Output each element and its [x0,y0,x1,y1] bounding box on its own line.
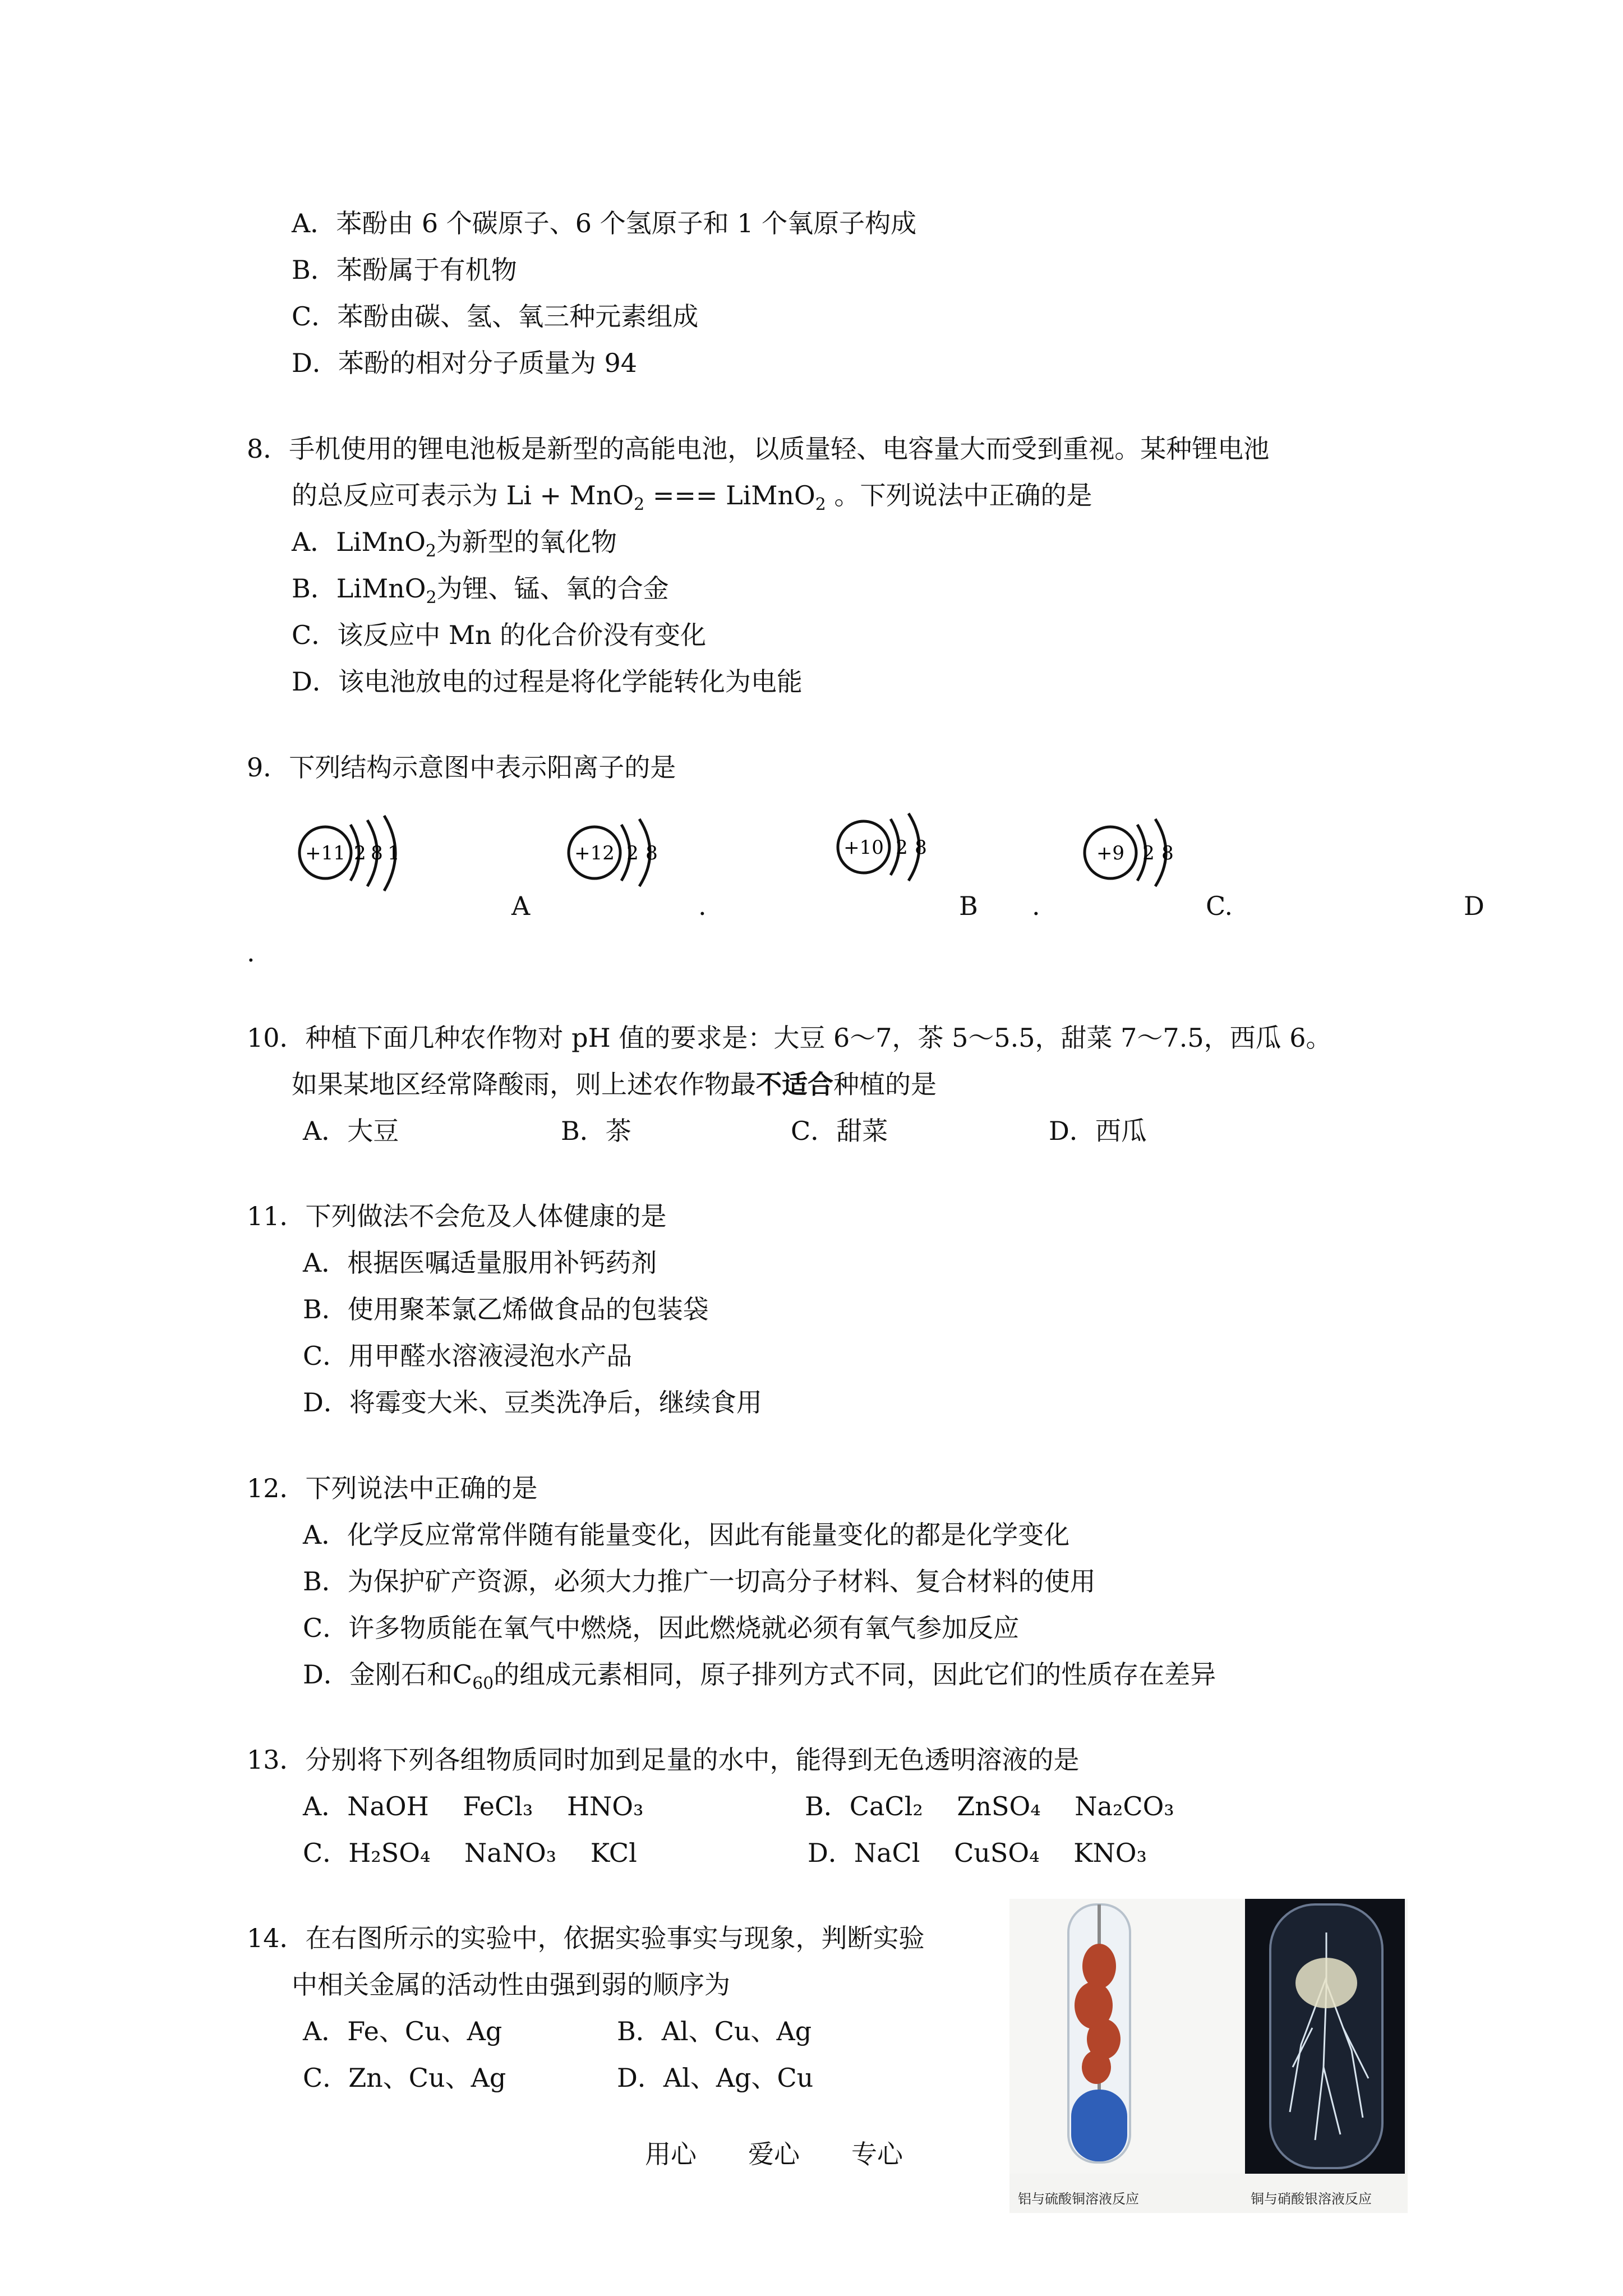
q13-option-b: B．CaCl₂ ZnSO₄ Na₂CO₃ [805,1791,1174,1821]
q13-option-d: D．NaCl CuSO₄ KNO₃ [808,1838,1147,1868]
q10-option-b: B．茶 [561,1116,631,1146]
q9-stem: 9．下列结构示意图中表示阳离子的是 [247,752,676,783]
q9-label-a: A [511,891,531,921]
q11-option-b: B．使用聚苯氯乙烯做食品的包装袋 [303,1294,709,1324]
svg-text:2: 2 [626,842,639,864]
q7-option-a: A．苯酚由 6 个碳原子、6 个氢原子和 1 个氧原子构成 [292,208,917,238]
q14-option-a: A．Fe、Cu、Ag [303,2016,502,2046]
q8-option-d: D．该电池放电的过程是将化学能转化为电能 [292,666,803,697]
atom-c-nucleus: +10 [843,836,884,859]
q14-option-d: D．Al、Ag、Cu [617,2063,814,2093]
atom-diagram-b [561,802,690,905]
q12-option-a: A．化学反应常常伴随有能量变化，因此有能量变化的都是化学变化 [303,1520,1070,1550]
q9-dot-3: . [247,937,255,968]
q7-option-c: C．苯酚由碳、氢、氧三种元素组成 [292,301,699,332]
svg-text:8: 8 [371,842,383,864]
q10-stem-line2: 如果某地区经常降酸雨，则上述农作物最不适合种植的是 [292,1069,937,1099]
q9-label-d: D [1464,891,1484,921]
svg-text:2: 2 [1142,842,1155,864]
q9-label-c: C. [1206,891,1233,921]
q8-stem-line2: 的总反应可表示为 Li + MnO$_2$ === LiMnO$_2$ 。下列说法中正确的是 [292,480,1092,514]
svg-text:8: 8 [645,842,658,864]
q9-dot-1: . [698,891,707,921]
q12-option-d: D．金刚石和$C_{60}$的组成元素相同，原子排列方式不同，因此它们的性质存在差异 [303,1659,1216,1694]
q10-option-a: A．大豆 [303,1116,399,1146]
svg-text:2: 2 [354,842,366,864]
q11-option-a: A．根据医嘱适量服用补钙药剂 [303,1248,657,1278]
atom-diagram-c [830,797,959,900]
q12-option-c: C．许多物质能在氧气中燃烧，因此燃烧就必须有氧气参加反应 [303,1613,1020,1643]
atom-d-nucleus: +9 [1096,842,1125,864]
q13-stem: 13．分别将下列各组物质同时加到足量的水中，能得到无色透明溶液的是 [247,1745,1080,1775]
q8-option-b: B．LiMnO$_2$为锂、锰、氧的合金 [292,573,669,608]
q8-option-c: C．该反应中 Mn 的化合价没有变化 [292,620,707,650]
atom-diagram-d [1077,802,1206,905]
page-footer: 用心 爱心 专心 [645,2139,903,2169]
atom-diagram-a [292,802,421,905]
q9-label-b: B [959,891,978,921]
q12-option-b: B．为保护矿产资源，必须大力推广一切高分子材料、复合材料的使用 [303,1566,1096,1596]
q10-stem-line1: 10．种植下面几种农作物对 pH 值的要求是：大豆 6～7，茶 5～5.5，甜菜 7～7.5，西瓜 6。 [247,1023,1332,1053]
q8-stem-line1: 8．手机使用的锂电池板是新型的高能电池，以质量轻、电容量大而受到重视。某种锂电池 [247,434,1270,464]
atom-a-nucleus: +11 [305,842,345,864]
photo-caption-left: 铝与硫酸铜溶液反应 [1018,2191,1139,2207]
svg-text:1: 1 [388,842,400,864]
q13-option-a: A．NaOH FeCl₃ HNO₃ [303,1791,644,1821]
svg-text:8: 8 [1161,842,1174,864]
q11-option-c: C．用甲醛水溶液浸泡水产品 [303,1341,633,1371]
q14-stem-line1: 14．在右图所示的实验中，依据实验事实与现象，判断实验 [247,1923,925,1953]
q14-stem-line2: 中相关金属的活动性由强到弱的顺序为 [292,1970,730,2000]
q10-option-d: D．西瓜 [1049,1116,1147,1146]
q13-option-c: C．H₂SO₄ NaNO₃ KCl [303,1838,637,1868]
q11-stem: 11．下列做法不会危及人体健康的是 [247,1201,667,1231]
svg-text:8: 8 [915,836,927,859]
q14-option-b: B．Al、Cu、Ag [617,2016,812,2046]
q10-option-c: C．甜菜 [791,1116,888,1146]
photo-caption-right: 铜与硝酸银溶液反应 [1251,2191,1372,2207]
q14-option-c: C．Zn、Cu、Ag [303,2063,506,2093]
q11-option-d: D．将霉变大米、豆类洗净后，继续食用 [303,1387,762,1418]
atom-b-nucleus: +12 [574,842,615,864]
q7-option-d: D．苯酚的相对分子质量为 94 [292,348,638,378]
q7-option-b: B．苯酚属于有机物 [292,255,517,285]
svg-text:2: 2 [896,836,908,859]
q9-dot-2: . [1032,891,1040,921]
q12-stem: 12．下列说法中正确的是 [247,1473,538,1503]
q8-option-a: A．LiMnO$_2$为新型的氧化物 [292,527,617,561]
aluminum-copper-sulfate-photo [1009,1899,1408,2174]
experiment-photos [1009,1899,1408,2213]
